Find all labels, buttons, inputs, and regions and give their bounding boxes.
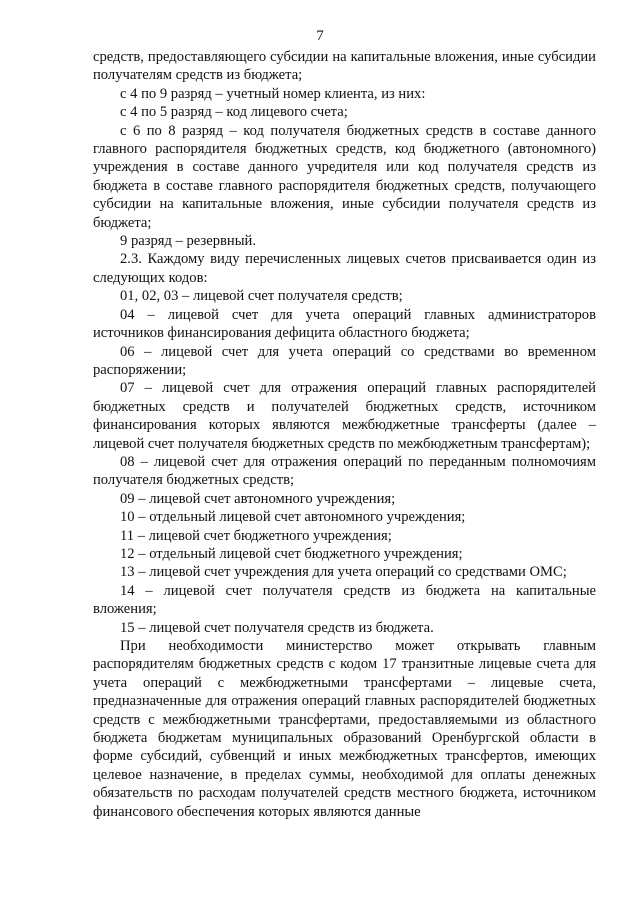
paragraph: 14 – лицевой счет получателя средств из бюджета на капитальные вложения; — [93, 582, 596, 618]
paragraph: 15 – лицевой счет получателя средств из бюджета. — [120, 619, 434, 636]
page-number: 7 — [316, 28, 324, 44]
paragraph: 08 – лицевой счет для отражения операций по переданным полномочиям получателя бюджетных средств; — [93, 453, 596, 489]
paragraph: 04 – лицевой счет для учета операций главных администраторов источников финансирования дефицита областного бюджета; — [93, 306, 596, 342]
paragraph: 2.3. Каждому виду перечисленных лицевых счетов присваивается один из следующих кодов: — [93, 251, 596, 286]
paragraph: 07 – лицевой счет для отражения операций главных распорядителей бюджетных средств и получателей бюджетных средств, источником финансирования которых являются межбюджетные трансферты (далее – лицевой счет получателя бюджетных средств по межбюджетным трансфертам); — [93, 380, 596, 452]
paragraph-continuation: средств, предоставляющего субсидии на капитальные вложения, иные субсидии получателям средств из бюджета; — [93, 49, 596, 84]
paragraph: 12 – отдельный лицевой счет бюджетного учреждения; — [120, 545, 463, 562]
paragraph: с 6 по 8 разряд – код получателя бюджетных средств в составе данного главного распорядителя бюджетных средств, код бюджетного (автономного) учреждения в составе данного учредителя или код получателя средств из бюджета в составе главного распорядителя бюджетных средств, получающего субсидии на капитальные вложения, иные субсидии получателя средств из бюджета; — [93, 122, 596, 231]
paragraph: 09 – лицевой счет автономного учреждения; — [120, 490, 396, 507]
paragraph: 9 разряд – резервный. — [120, 233, 256, 250]
paragraph: 11 – лицевой счет бюджетного учреждения; — [120, 527, 392, 544]
paragraph: 10 – отдельный лицевой счет автономного учреждения; — [120, 509, 466, 526]
paragraph: 13 – лицевой счет учреждения для учета операций со средствами ОМС; — [120, 564, 567, 581]
paragraph: При необходимости министерство может открывать главным распорядителям бюджетных средств с кодом 17 транзитные лицевые счета для учета операций с межбюджетными трансфертами – лицевые счета, предназначенные для отражения операций главных распорядителей бюджетных средств с межбюджетными трансфертами, предоставляемыми из областного бюджета бюджетам муниципальных образований Оренбургской области в форме субсидий, субвенций и иных межбюджетных трансфертов, имеющих целевое назначение, в пределах суммы, необходимой для оплаты денежных обязательств по расходам получателей средств местного бюджета, источником финансового обеспечения которых являются данные — [93, 638, 596, 820]
paragraph: с 4 по 5 разряд – код лицевого счета; — [120, 104, 348, 121]
paragraph: 01, 02, 03 – лицевой счет получателя средств; — [120, 288, 403, 305]
paragraph: 06 – лицевой счет для учета операций со средствами во временном распоряжении; — [93, 343, 596, 378]
document-body — [93, 48, 596, 821]
paragraph: с 4 по 9 разряд – учетный номер клиента, из них: — [120, 85, 426, 102]
